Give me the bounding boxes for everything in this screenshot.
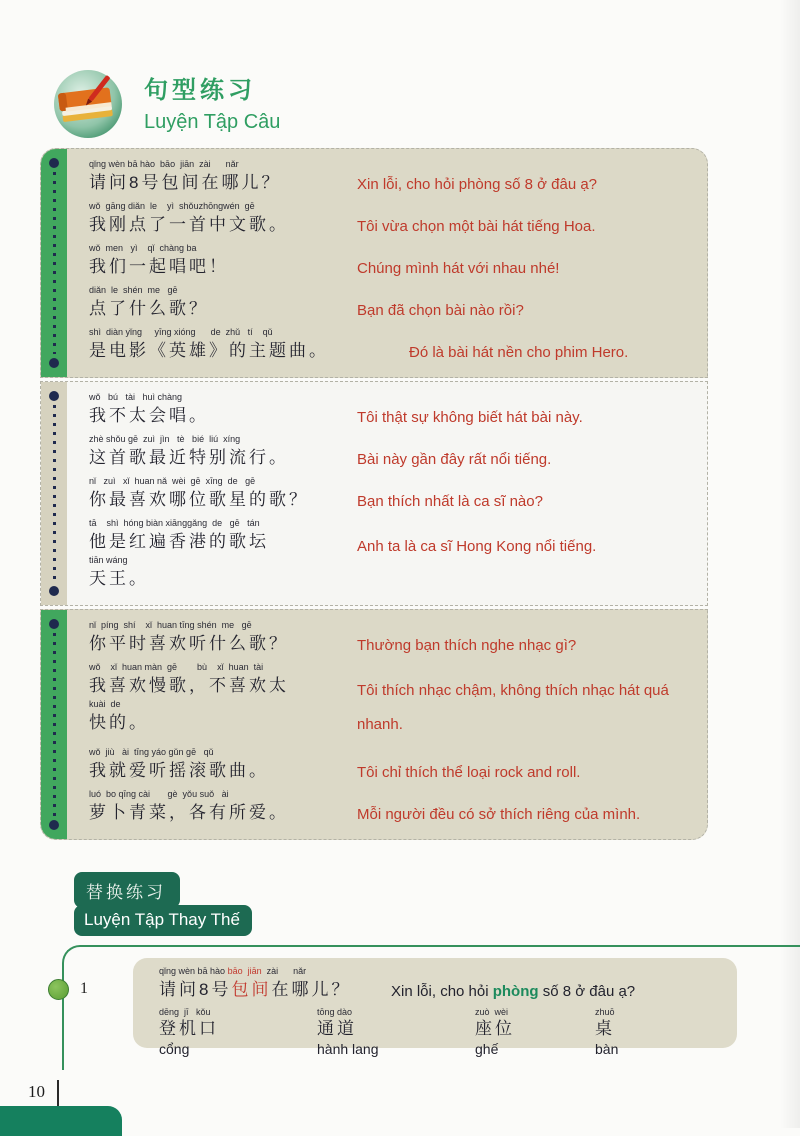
pinyin-line: qǐng wèn bā hào bāo jiān zài nǎr: [89, 159, 239, 169]
books-and-pen-icon: [46, 64, 130, 142]
sentence-row: [89, 476, 697, 513]
pinyin-line: shì diàn yǐng yīng xióng de zhǔ tí qǔ: [89, 327, 273, 337]
block-1-green-bar: [41, 149, 67, 377]
block-1-body: [67, 149, 707, 377]
vietnamese-line: Đó là bài hát nền cho phim Hero.: [409, 344, 629, 362]
pinyin-line: wǒ jiù ài tīng yáo gǔn gē qǔ: [89, 747, 214, 757]
section-header-text: [144, 64, 280, 134]
sentence-row: [89, 662, 697, 742]
vietnamese-line: Tôi thích nhạc chậm, không thích nhạc hát quá nhanh.: [357, 682, 669, 733]
vietnamese-line: Tôi thật sự không biết hát bài này.: [357, 409, 583, 427]
bar-dot-top: [49, 391, 59, 401]
bar-dot-bottom: [49, 820, 59, 830]
bar-dotted-line: [53, 633, 56, 816]
vietnamese-line: Xin lỗi, cho hỏi phòng số 8 ở đâu ạ?: [391, 983, 636, 1000]
pinyin-line: zhè shǒu gē zuì jìn tè bié liú xíng: [89, 434, 241, 444]
sentence-row: [89, 518, 697, 592]
vietnamese-line: Bài này gần đây rất nổi tiếng.: [357, 451, 552, 469]
pinyin-line: diǎn le shén me gē: [89, 285, 178, 295]
pinyin-line: wǒ bú tài huì chàng: [89, 392, 183, 402]
pinyin-line: nǐ zuì xǐ huan nǎ wèi gē xīng de gē: [89, 476, 256, 486]
bar-dot-bottom: [49, 358, 59, 368]
exercise-number: 1: [80, 980, 88, 997]
block-2-body: [67, 382, 707, 605]
footer-green-bar: [0, 1106, 122, 1136]
block-2-beige-bar: [41, 382, 67, 605]
vietnamese-highlight: phòng: [492, 983, 539, 1000]
chinese-line: 你平时喜欢听什么歌？: [89, 634, 289, 653]
sentence-row: [89, 747, 697, 784]
sentence-pattern-blocks: [40, 148, 708, 843]
chinese-line: 他是红遍香港的歌坛: [89, 532, 269, 551]
chinese-line: 快的。: [89, 713, 149, 732]
bar-dot-top: [49, 619, 59, 629]
bar-dotted-line: [53, 405, 56, 582]
pinyin-line: tā shì hóng biàn xiānggǎng de gē tán: [89, 518, 260, 528]
pinyin-line: kuài de: [89, 699, 121, 709]
substitution-words-row: [159, 1007, 719, 1057]
vietnamese-line: Bạn thích nhất là ca sĩ nào?: [357, 493, 543, 511]
pinyin-line: qǐng wèn bā hào bāo jiān zài nǎr: [159, 966, 307, 976]
vietnamese-line: Tôi chỉ thích thể loại rock and roll.: [357, 764, 581, 782]
vietnamese-line: Mỗi người đều có sở thích riêng của mình.: [357, 806, 641, 824]
sentence-block-3: [40, 609, 708, 840]
pinyin-highlight: bāo jiān: [227, 966, 262, 976]
substitution-word: zuò wèi 座位 ghế: [475, 1007, 515, 1057]
pinyin-line: wǒ xǐ huan màn gē bù xǐ huan tài: [89, 662, 264, 672]
vietnamese-line: Bạn đã chọn bài nào rồi?: [357, 302, 524, 320]
chinese-line: 萝卜青菜，各有所爱。: [89, 803, 289, 822]
chinese-line: 请问8号包间在哪儿？: [159, 980, 352, 999]
exercise-sentence-row: [159, 966, 719, 1003]
vietnamese-line: Xin lỗi, cho hỏi phòng số 8 ở đâu ạ?: [357, 176, 598, 194]
sentence-row: [89, 392, 697, 429]
sentence-block-2: [40, 381, 708, 606]
chinese-line: 你最喜欢哪位歌星的歌？: [89, 490, 309, 509]
chinese-line: 我不太会唱。: [89, 406, 209, 425]
pinyin-line: wǒ men yì qǐ chàng ba: [89, 243, 197, 253]
chinese-line: 天王。: [89, 569, 149, 588]
page-number: 10: [28, 1082, 45, 1101]
chinese-line: 是电影《英雄》的主题曲。: [89, 341, 329, 360]
chinese-line: 点了什么歌？: [89, 299, 209, 318]
block-3-green-bar: [41, 610, 67, 839]
sentence-row: [89, 201, 697, 238]
vietnamese-line: Anh ta là ca sĩ Hong Kong nổi tiếng.: [357, 538, 597, 555]
chinese-line: 我们一起唱吧！: [89, 257, 229, 276]
pinyin-line: wǒ gāng diǎn le yì shǒuzhōngwén gē: [89, 201, 255, 211]
sentence-row: [89, 789, 697, 826]
section-header: [46, 64, 280, 142]
section-title-chinese: 句型练习: [144, 77, 256, 104]
chinese-line: 这首歌最近特别流行。: [89, 448, 289, 467]
chinese-line: 我就爱听摇滚歌曲。: [89, 761, 269, 780]
pinyin-line: tiān wáng: [89, 555, 128, 565]
chinese-highlight: 包间: [231, 980, 272, 999]
substitution-section-header: [74, 872, 252, 936]
vietnamese-line: Thường bạn thích nghe nhạc gì?: [357, 637, 577, 655]
sentence-row: [89, 327, 697, 364]
sentence-row: [89, 434, 697, 471]
pinyin-line: luó bo qīng cài gè yǒu suǒ ài: [89, 789, 229, 799]
exercise-1-card: [133, 958, 737, 1057]
chinese-line: 请问8号包间在哪儿？: [89, 173, 282, 192]
substitution-title-chinese: 替换练习: [74, 872, 180, 908]
substitution-word: zhuō 桌 bàn: [595, 1007, 619, 1057]
sentence-block-1: [40, 148, 708, 378]
sentence-row: [89, 620, 697, 657]
sentence-row: [89, 243, 697, 280]
sentence-row: [89, 159, 697, 196]
sentence-row: [89, 285, 697, 322]
vietnamese-line: Tôi vừa chọn một bài hát tiếng Hoa.: [357, 218, 596, 236]
section-title-vietnamese: Luyện Tập Câu: [144, 111, 281, 133]
chinese-line: 我刚点了一首中文歌。: [89, 215, 289, 234]
bar-dotted-line: [53, 172, 56, 354]
substitution-title-vietnamese: Luyện Tập Thay Thế: [74, 905, 252, 936]
substitution-word: dēng jī kǒu 登机口 cổng: [159, 1007, 219, 1057]
exercise-1-bullet: [48, 979, 69, 1000]
substitution-word: tōng dào 通道 hành lang: [317, 1007, 379, 1057]
chinese-line: 我喜欢慢歌，不喜欢太: [89, 676, 289, 695]
block-3-body: [67, 610, 707, 839]
bar-dot-bottom: [49, 586, 59, 596]
bar-dot-top: [49, 158, 59, 168]
vietnamese-line: Chúng mình hát với nhau nhé!: [357, 260, 560, 278]
pinyin-line: nǐ píng shí xǐ huan tīng shén me gē: [89, 620, 252, 630]
